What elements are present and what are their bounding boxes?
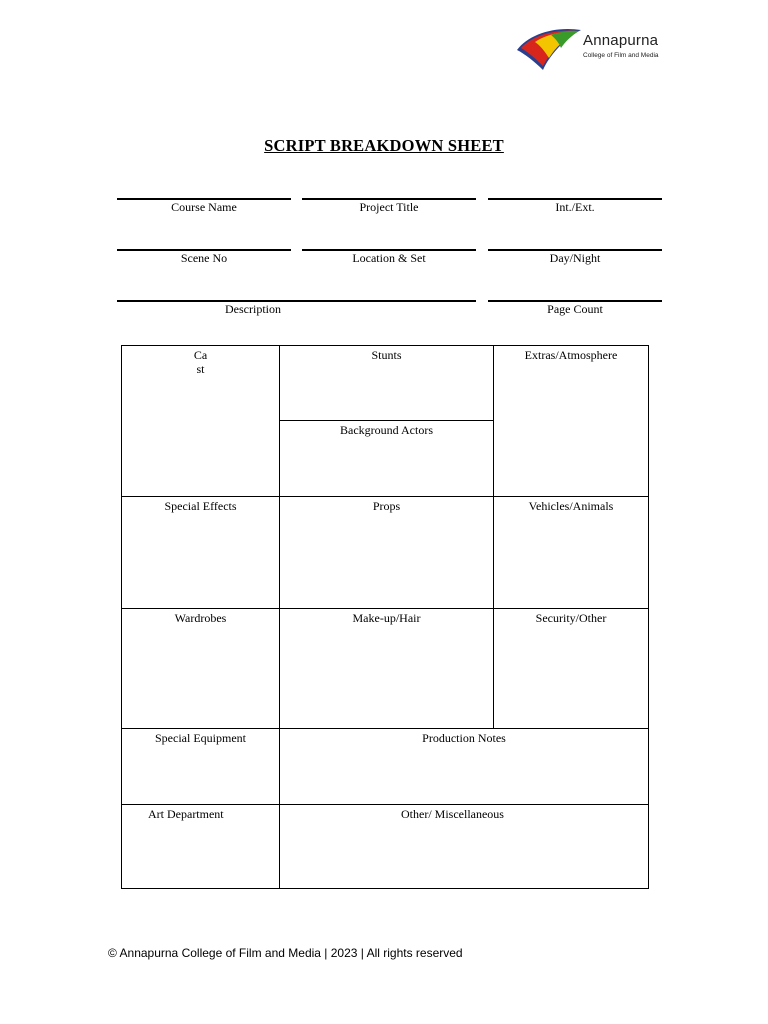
- logo-name: Annapurna: [583, 32, 659, 49]
- course-name-label: Course Name: [171, 200, 237, 214]
- wardrobes-cell[interactable]: [122, 609, 280, 729]
- makeup-hair-label: Make-up/Hair: [352, 611, 421, 625]
- security-other-cell[interactable]: [494, 609, 649, 729]
- day-night-label: Day/Night: [549, 251, 601, 265]
- special-effects-label: Special Effects: [164, 499, 237, 513]
- special-effects-cell[interactable]: [122, 497, 280, 609]
- description-label: Description: [225, 302, 281, 316]
- breakdown-grid: [121, 345, 649, 889]
- college-logo: [515, 26, 675, 72]
- security-other-label: Security/Other: [535, 611, 607, 625]
- page-count-label: Page Count: [547, 302, 603, 316]
- extras-cell[interactable]: [494, 346, 649, 497]
- special-equipment-cell[interactable]: [122, 729, 280, 805]
- location-set-label: Location & Set: [352, 251, 426, 265]
- vehicles-animals-label: Vehicles/Animals: [528, 499, 614, 513]
- other-misc-cell[interactable]: [280, 805, 649, 889]
- page-title: SCRIPT BREAKDOWN SHEET: [264, 136, 504, 155]
- logo-mark-icon: [515, 26, 581, 72]
- cast-label: Cast: [193, 348, 208, 376]
- background-actors-label: Background Actors: [340, 423, 433, 437]
- wardrobes-label: Wardrobes: [174, 611, 227, 625]
- other-misc-label: Other/ Miscellaneous: [401, 807, 504, 821]
- stunts-cell[interactable]: [280, 346, 494, 421]
- project-title-label: Project Title: [359, 200, 419, 214]
- footer-copyright: © Annapurna College of Film and Media | 2023 | All rights reserved: [108, 946, 463, 960]
- scene-no-label: Scene No: [180, 251, 228, 265]
- props-label: Props: [372, 499, 401, 513]
- makeup-hair-cell[interactable]: [280, 609, 494, 729]
- cast-cell[interactable]: [122, 346, 280, 497]
- extras-label: Extras/Atmosphere: [524, 348, 618, 362]
- logo-subtitle: College of Film and Media: [583, 52, 659, 59]
- props-cell[interactable]: [280, 497, 494, 609]
- art-department-label: Art Department: [148, 807, 224, 821]
- special-equipment-label: Special Equipment: [155, 731, 246, 745]
- background-actors-cell[interactable]: [280, 421, 494, 497]
- production-notes-label: Production Notes: [422, 731, 506, 745]
- stunts-label: Stunts: [371, 348, 402, 362]
- int-ext-label: Int./Ext.: [555, 200, 595, 214]
- vehicles-animals-cell[interactable]: [494, 497, 649, 609]
- art-department-cell[interactable]: [122, 805, 280, 889]
- production-notes-cell[interactable]: [280, 729, 649, 805]
